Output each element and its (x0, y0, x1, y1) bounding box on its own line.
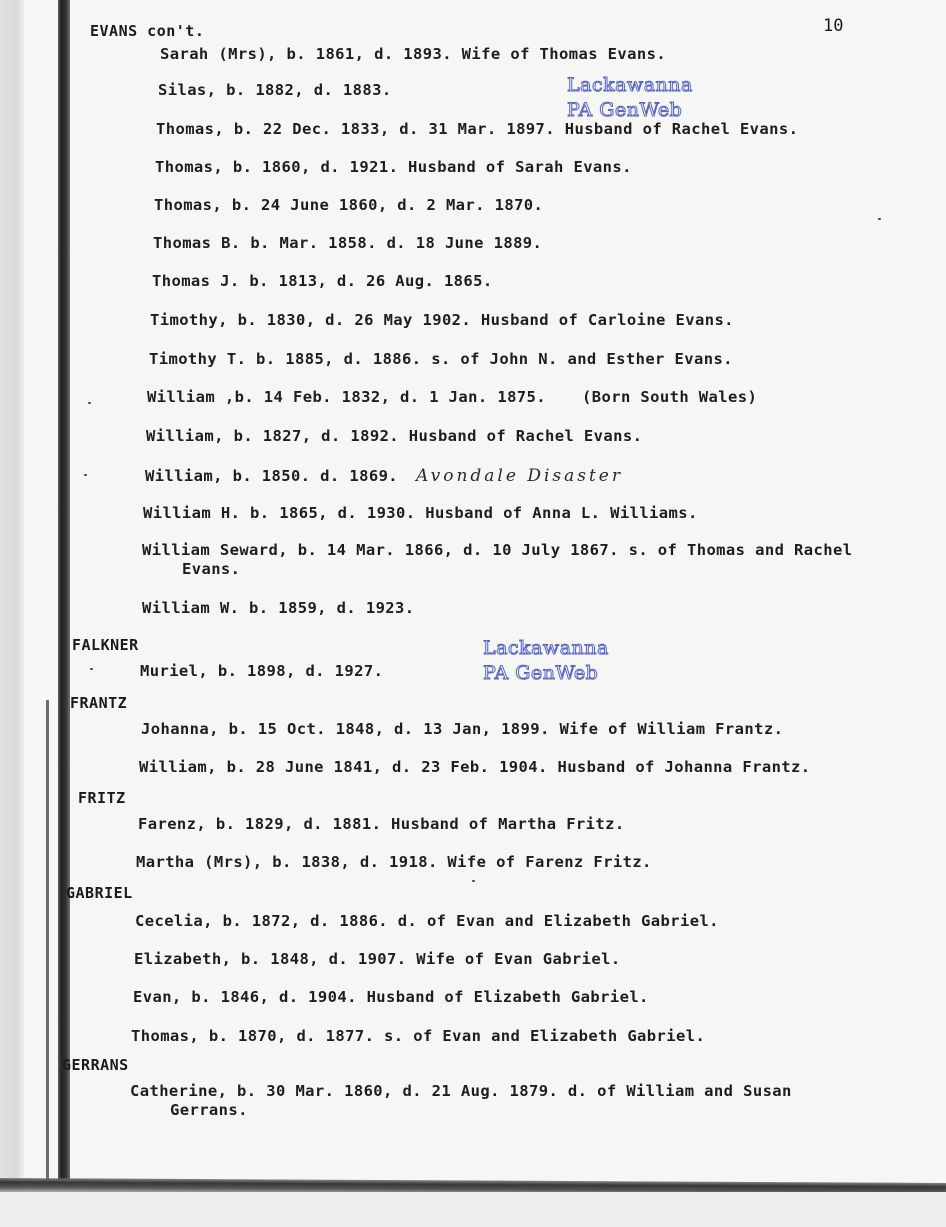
entry-timothy-t-evans: Timothy T. b. 1885, d. 1886. s. of John N. and Esther Evans. (149, 350, 733, 368)
scan-speck (878, 218, 881, 220)
scan-speck (88, 402, 91, 404)
surname-heading-evans: EVANS con't. (90, 22, 205, 40)
entry-thomas-evans-1833: Thomas, b. 22 Dec. 1833, d. 31 Mar. 1897. Husband of Rachel Evans. (156, 120, 799, 138)
entry-johanna-frantz: Johanna, b. 15 Oct. 1848, d. 13 Jan, 1899. Wife of William Frantz. (141, 720, 784, 738)
scan-speck (84, 474, 87, 476)
watermark-line-1: Lackawanna (567, 74, 693, 96)
entry-martha-fritz: Martha (Mrs), b. 1838, d. 1918. Wife of Farenz Fritz. (136, 853, 652, 871)
watermark-line-2: PA GenWeb (567, 99, 683, 121)
entry-silas-evans: Silas, b. 1882, d. 1883. (158, 81, 392, 99)
entry-william-h-evans: William H. b. 1865, d. 1930. Husband of Anna L. Williams. (143, 504, 698, 522)
watermark-lackawanna-pagenweb (567, 73, 693, 123)
entry-continuation: Gerrans. (170, 1101, 248, 1119)
surname-heading-gerrans: GERRANS (62, 1056, 129, 1074)
entry-william-frantz: William, b. 28 June 1841, d. 23 Feb. 1904. Husband of Johanna Frantz. (139, 758, 811, 776)
entry-thomas-evans-1860: Thomas, b. 1860, d. 1921. Husband of Sarah Evans. (155, 158, 632, 176)
scan-speck (472, 880, 475, 882)
page-number: 10 (823, 16, 844, 36)
entry-thomas-j-evans: Thomas J. b. 1813, d. 26 Aug. 1865. (152, 272, 493, 290)
watermark-line-2: PA GenWeb (483, 662, 599, 684)
surname-heading-falkner: FALKNER (72, 636, 139, 654)
entry-muriel-falkner: Muriel, b. 1898, d. 1927. (140, 662, 384, 680)
entry-farenz-fritz: Farenz, b. 1829, d. 1881. Husband of Martha Fritz. (138, 815, 625, 833)
watermark-lackawanna-pagenweb-2 (483, 636, 609, 686)
entry-william-evans-1850 (145, 466, 623, 486)
surname-heading-gabriel: GABRIEL (66, 884, 133, 902)
entry-continuation: Evans. (182, 560, 241, 578)
entry-catherine-gerrans (130, 1082, 792, 1119)
entry-thomas-evans-1860-june: Thomas, b. 24 June 1860, d. 2 Mar. 1870. (154, 196, 544, 214)
entry-text: Catherine, b. 30 Mar. 1860, d. 21 Aug. 1879. d. of William and Susan (130, 1082, 792, 1100)
bottom-margin (0, 1192, 946, 1227)
entry-elizabeth-gabriel: Elizabeth, b. 1848, d. 1907. Wife of Evan Gabriel. (134, 950, 621, 968)
watermark-line-1: Lackawanna (483, 637, 609, 659)
entry-william-seward-evans (142, 541, 852, 578)
entry-william-evans-1832 (147, 388, 757, 406)
entry-cecelia-gabriel: Cecelia, b. 1872, d. 1886. d. of Evan and Elizabeth Gabriel. (135, 912, 719, 930)
entry-timothy-evans: Timothy, b. 1830, d. 26 May 1902. Husband of Carloine Evans. (150, 311, 734, 329)
entry-sarah-evans: Sarah (Mrs), b. 1861, d. 1893. Wife of Thomas Evans. (160, 45, 667, 63)
entry-text: William Seward, b. 14 Mar. 1866, d. 10 July 1867. s. of Thomas and Rachel (142, 541, 853, 559)
entry-text: William, b. 1850. d. 1869. (145, 467, 399, 485)
surname-heading-fritz: FRITZ (78, 789, 126, 807)
entry-william-evans-1827: William, b. 1827, d. 1892. Husband of Rachel Evans. (146, 427, 643, 445)
binding-margin-line (58, 0, 70, 1180)
entry-text: William ,b. 14 Feb. 1832, d. 1 Jan. 1875. (147, 388, 547, 406)
entry-aside-note: (Born South Wales) (582, 388, 758, 406)
entry-evan-gabriel: Evan, b. 1846, d. 1904. Husband of Elizabeth Gabriel. (133, 988, 649, 1006)
entry-thomas-gabriel: Thomas, b. 1870, d. 1877. s. of Evan and Elizabeth Gabriel. (131, 1027, 706, 1045)
handwritten-annotation: Avondale Disaster (416, 466, 623, 486)
entry-thomas-b-evans: Thomas B. b. Mar. 1858. d. 18 June 1889. (153, 234, 543, 252)
binding-margin-shadow (46, 700, 49, 1180)
entry-william-w-evans: William W. b. 1859, d. 1923. (142, 599, 415, 617)
scan-speck (90, 668, 93, 670)
page-left-edge (0, 0, 24, 1227)
surname-heading-frantz: FRANTZ (70, 694, 128, 712)
